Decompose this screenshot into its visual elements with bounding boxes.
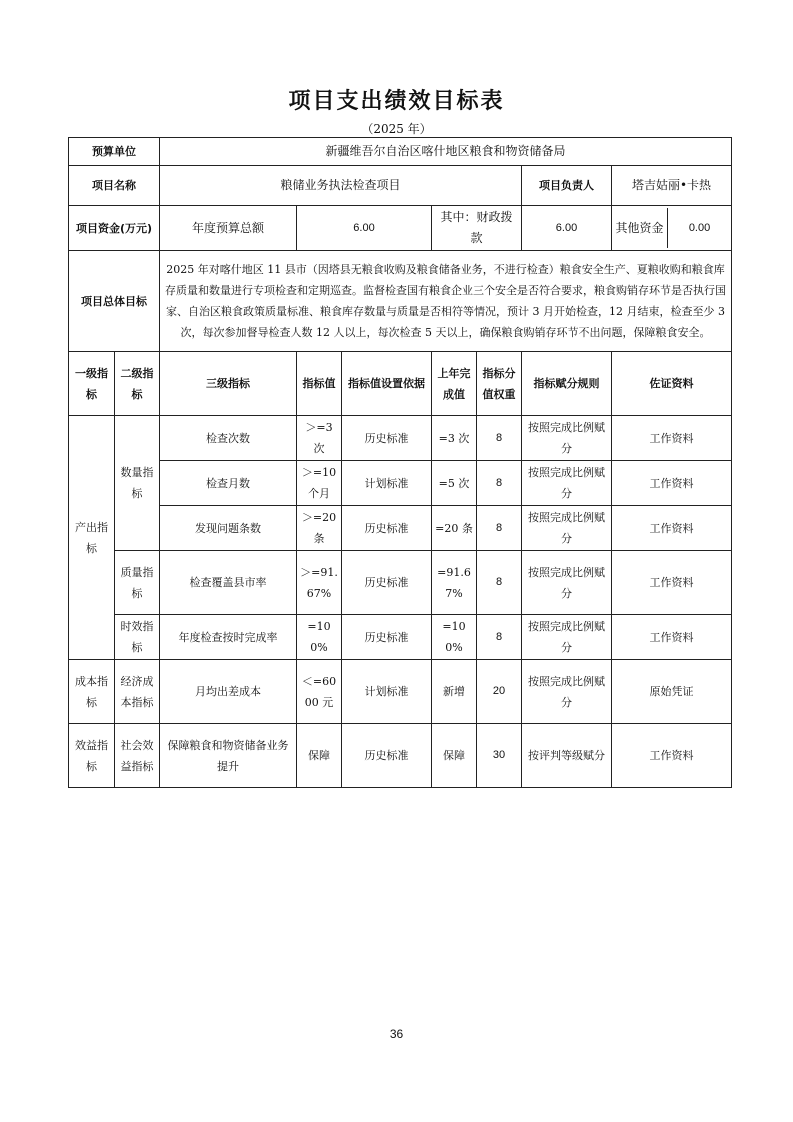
indicator-last-year: =3 次 [432, 416, 477, 461]
overall-goal-label: 项目总体目标 [69, 251, 160, 352]
project-name-value: 粮储业务执法检查项目 [160, 166, 522, 206]
indicator-basis: 历史标准 [342, 724, 432, 788]
indicator-basis: 计划标准 [342, 660, 432, 724]
indicator-evidence: 工作资料 [612, 506, 732, 551]
indicator-name: 保障粮食和物资储备业务提升 [160, 724, 297, 788]
header-value: 指标值 [297, 352, 342, 416]
group-output: 产出指标 [69, 416, 115, 660]
annual-budget-value: 6.00 [297, 206, 432, 251]
indicator-weight: 30 [477, 724, 522, 788]
other-funds-cell [612, 206, 732, 251]
indicator-weight: 8 [477, 461, 522, 506]
indicator-last-year: =20 条 [432, 506, 477, 551]
table-row [69, 461, 732, 506]
indicator-basis: 历史标准 [342, 506, 432, 551]
indicator-name: 年度检查按时完成率 [160, 615, 297, 660]
header-rule: 指标赋分规则 [522, 352, 612, 416]
indicator-last-year: =100% [432, 615, 477, 660]
header-basis: 指标值设置依据 [342, 352, 432, 416]
group-benefit: 效益指标 [69, 724, 115, 788]
indicator-weight: 8 [477, 506, 522, 551]
header-level3: 三级指标 [160, 352, 297, 416]
indicator-rule: 按照完成比例赋分 [522, 461, 612, 506]
indicator-basis: 计划标准 [342, 461, 432, 506]
indicator-last-year: =91.67% [432, 551, 477, 615]
indicator-evidence: 工作资料 [612, 615, 732, 660]
indicator-evidence: 工作资料 [612, 551, 732, 615]
indicator-basis: 历史标准 [342, 551, 432, 615]
indicator-evidence: 工作资料 [612, 416, 732, 461]
performance-table [68, 137, 732, 788]
annual-budget-label: 年度预算总额 [160, 206, 297, 251]
table-row [69, 551, 732, 615]
indicator-last-year: =5 次 [432, 461, 477, 506]
indicator-name: 检查次数 [160, 416, 297, 461]
group-economic-cost: 经济成本指标 [115, 660, 160, 724]
fiscal-allocation-label: 其中：财政拨款 [432, 206, 522, 251]
project-name-label: 项目名称 [69, 166, 160, 206]
indicator-name: 发现问题条数 [160, 506, 297, 551]
page-title: 项目支出绩效目标表 [288, 89, 505, 114]
project-leader-label: 项目负责人 [522, 166, 612, 206]
indicator-weight: 8 [477, 551, 522, 615]
budget-unit-label: 预算单位 [69, 138, 160, 166]
indicator-evidence: 原始凭证 [612, 660, 732, 724]
other-funds-label: 其他资金 [612, 208, 668, 248]
indicator-value: ＞=3 次 [297, 416, 342, 461]
indicator-name: 检查覆盖县市率 [160, 551, 297, 615]
indicator-rule: 按照完成比例赋分 [522, 551, 612, 615]
group-quantity: 数量指标 [115, 416, 160, 551]
indicator-rule: 按照完成比例赋分 [522, 660, 612, 724]
indicator-last-year: 保障 [432, 724, 477, 788]
indicator-basis: 历史标准 [342, 416, 432, 461]
table-row [69, 416, 732, 461]
indicator-value: ＞=20 条 [297, 506, 342, 551]
indicator-rule: 按照完成比例赋分 [522, 506, 612, 551]
indicator-name: 月均出差成本 [160, 660, 297, 724]
group-quality: 质量指标 [115, 551, 160, 615]
overall-goal-text: 2025 年对喀什地区 11 县市（因塔县无粮食收购及粮食储备业务，不进行检查）粮食安全生产、夏粮收购和粮食库存质量和数量进行专项检查和定期巡查。监督检查国有粮食企业三个安全是否符合要求，粮食购销存环节是否执行国家、自治区粮食政策质量标准、粮食库存数量与质量是否相符等情况，预计 3 月开始检查，12 月结束，检查至少 3 次，每次参加督导检查人数 12 人以上，每次检查 5 天以上，确保粮食购销存环节不出问题，保障粮食安全。 [160, 251, 732, 352]
indicator-value: =100% [297, 615, 342, 660]
indicator-value: ＞=10 个月 [297, 461, 342, 506]
table-row [69, 615, 732, 660]
group-timeliness: 时效指标 [115, 615, 160, 660]
header-level1: 一级指标 [69, 352, 115, 416]
header-level2: 二级指标 [115, 352, 160, 416]
header-last-year: 上年完成值 [432, 352, 477, 416]
group-social-benefit: 社会效益指标 [115, 724, 160, 788]
indicator-value: 保障 [297, 724, 342, 788]
indicator-value: ＜=6000 元 [297, 660, 342, 724]
fiscal-allocation-value: 6.00 [522, 206, 612, 251]
indicator-evidence: 工作资料 [612, 724, 732, 788]
indicator-rule: 按评判等级赋分 [522, 724, 612, 788]
indicator-last-year: 新增 [432, 660, 477, 724]
other-funds-value: 0.00 [688, 221, 711, 234]
table-row [69, 724, 732, 788]
header-evidence: 佐证资料 [612, 352, 732, 416]
header-weight: 指标分值权重 [477, 352, 522, 416]
table-row [69, 506, 732, 551]
group-cost: 成本指标 [69, 660, 115, 724]
budget-unit-value: 新疆维吾尔自治区喀什地区粮食和物资储备局 [160, 138, 732, 166]
indicator-name: 检查月数 [160, 461, 297, 506]
indicator-weight: 8 [477, 416, 522, 461]
project-leader-value: 塔吉姑丽•卡热 [612, 166, 732, 206]
indicator-rule: 按照完成比例赋分 [522, 416, 612, 461]
indicator-weight: 20 [477, 660, 522, 724]
indicator-basis: 历史标准 [342, 615, 432, 660]
page-number: 36 [389, 1027, 404, 1041]
indicator-rule: 按照完成比例赋分 [522, 615, 612, 660]
project-funds-label: 项目资金(万元) [69, 206, 160, 251]
indicator-weight: 8 [477, 615, 522, 660]
indicator-value: ＞=91.67% [297, 551, 342, 615]
indicator-evidence: 工作资料 [612, 461, 732, 506]
table-row [69, 660, 732, 724]
year-subtitle: （2025 年） [361, 122, 432, 136]
